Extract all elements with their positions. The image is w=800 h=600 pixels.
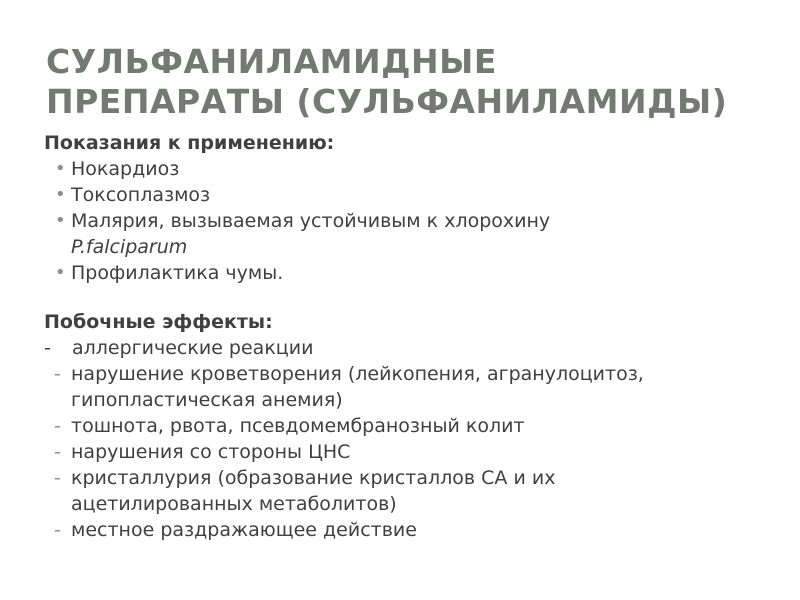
indications-heading: Показания к применению: [44,132,335,154]
list-item-text: аллергические реакции [72,337,314,359]
bullet-marker: • [55,210,66,231]
list-item [44,439,764,465]
list-item-continuation: ацетилированных метаболитов) [71,493,397,515]
pathogen-name: P.falciparum [71,236,188,258]
list-item [44,361,764,413]
slide-title [46,42,766,122]
bullet-marker: • [55,158,66,179]
bullet-marker: • [55,262,66,283]
dash-marker: - [54,363,61,385]
list-item-text: Профилактика чумы. [71,262,284,284]
dash-marker: - [44,337,51,359]
list-item [44,413,764,439]
list-item-text: Малярия, вызываемая устойчивым к хлорохину [71,210,551,232]
list-item [44,182,764,208]
list-item [44,208,764,260]
list-item [44,465,764,517]
dash-marker: - [54,467,61,489]
list-item-continuation: гипопластическая анемия) [71,389,343,411]
list-item-text: тошнота, рвота, псевдомембранозный колит [71,415,525,437]
list-item-text: местное раздражающее действие [71,519,417,541]
list-item [44,260,764,286]
slide-body [44,130,764,543]
list-item [44,517,764,543]
dash-marker: - [54,519,61,541]
side-effects-heading: Побочные эффекты: [44,311,273,333]
list-item [44,156,764,182]
list-item-text: нарушение кроветворения (лейкопения, агранулоцитоз, [71,363,644,385]
list-item-text: нарушения со стороны ЦНС [71,441,351,463]
dash-marker: - [54,441,61,463]
title-line-1: СУЛЬФАНИЛАМИДНЫЕ [46,42,497,81]
bullet-marker: • [55,184,66,205]
list-item-text: Токсоплазмоз [71,184,211,206]
side-effects-list [44,361,764,543]
dash-marker: - [54,415,61,437]
list-item-text: кристаллурия (образование кристаллов СА и их [71,467,556,489]
indications-list [44,156,764,286]
list-item [44,335,764,361]
title-line-2: ПРЕПАРАТЫ (СУЛЬФАНИЛАМИДЫ) [46,82,728,121]
list-item-text: Нокардиоз [71,158,180,180]
